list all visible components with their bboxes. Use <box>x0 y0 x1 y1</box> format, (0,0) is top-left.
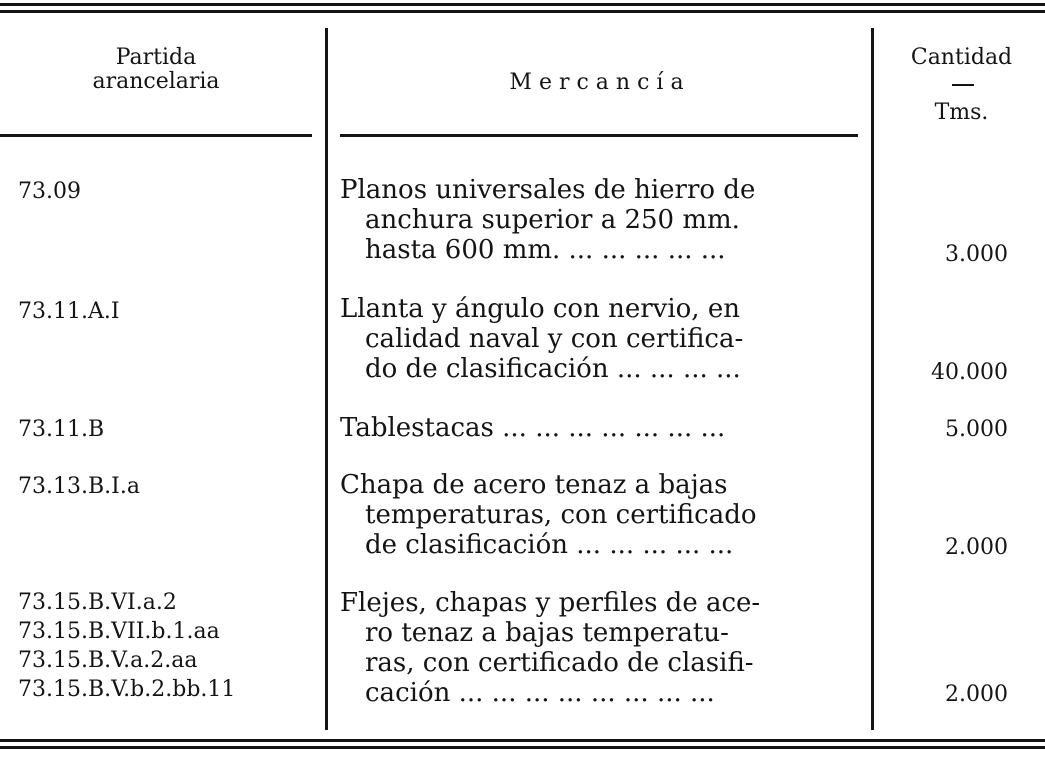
row3-description <box>340 413 860 443</box>
header-cantidad <box>878 46 1045 70</box>
row5-quantity: 2.000 <box>945 682 1008 707</box>
row4-desc-line2: temperaturas, con certificado <box>365 500 757 530</box>
row4-quantity: 2.000 <box>945 535 1008 560</box>
row2-desc-line1: Llanta y ángulo con nervio, en <box>340 294 740 324</box>
header-underline-partida <box>0 134 312 137</box>
bottom-rule-2 <box>0 746 1045 749</box>
row3-desc-line1: Tablestacas ... ... ... ... ... ... ... <box>340 413 726 443</box>
row5-desc-line2: ro tenaz a bajas temperatu- <box>365 618 729 648</box>
row4-description <box>340 470 860 560</box>
row2-quantity: 40.000 <box>931 360 1008 385</box>
row5-desc-line4: cación ... ... ... ... ... ... ... ... <box>365 678 715 708</box>
header-cantidad-unit: Tms. <box>934 100 989 125</box>
row2-desc-line2: calidad naval y con certifica- <box>365 324 744 354</box>
row1-description <box>340 175 860 265</box>
row3-quantity: 5.000 <box>945 417 1008 442</box>
row5-code-1: 73.15.B.VI.a.2 <box>18 590 177 615</box>
row1-desc-line3: hasta 600 mm. ... ... ... ... ... <box>365 235 726 265</box>
header-partida <box>0 46 312 94</box>
row1-desc-line1: Planos universales de hierro de <box>340 175 756 205</box>
column-separator-left <box>325 28 328 730</box>
row2-description <box>340 294 860 384</box>
top-rule-1 <box>0 3 1045 6</box>
header-partida-line1: Partida <box>115 45 197 70</box>
row2-code: 73.11.A.I <box>18 299 120 324</box>
bottom-rule-1 <box>0 739 1045 742</box>
row1-desc-line2: anchura superior a 250 mm. <box>365 205 740 235</box>
row5-code-3: 73.15.B.V.a.2.aa <box>18 648 198 673</box>
header-cantidad-line1: Cantidad <box>910 45 1013 70</box>
row1-code: 73.09 <box>18 179 81 204</box>
row5-code-2: 73.15.B.VII.b.1.aa <box>18 619 220 644</box>
row3-code: 73.11.B <box>18 417 105 442</box>
header-underline-mercancia <box>340 134 858 137</box>
row5-code-4: 73.15.B.V.b.2.bb.11 <box>18 677 236 702</box>
top-rule-2 <box>0 10 1045 13</box>
row4-desc-line1: Chapa de acero tenaz a bajas <box>340 470 728 500</box>
row4-desc-line3: de clasificación ... ... ... ... ... <box>365 530 734 560</box>
row1-quantity: 3.000 <box>945 242 1008 267</box>
row5-desc-line1: Flejes, chapas y perfiles de ace- <box>340 588 761 618</box>
row2-desc-line3: do de clasificación ... ... ... ... <box>365 354 741 384</box>
column-separator-right <box>871 28 874 730</box>
row5-desc-line3: ras, con certificado de clasifi- <box>365 648 754 678</box>
header-mercancia: Mercancía <box>509 70 691 95</box>
row4-code: 73.13.B.I.a <box>18 474 140 499</box>
header-partida-line2: arancelaria <box>92 69 220 94</box>
row5-description <box>340 588 860 708</box>
header-cantidad-dash <box>952 84 974 86</box>
